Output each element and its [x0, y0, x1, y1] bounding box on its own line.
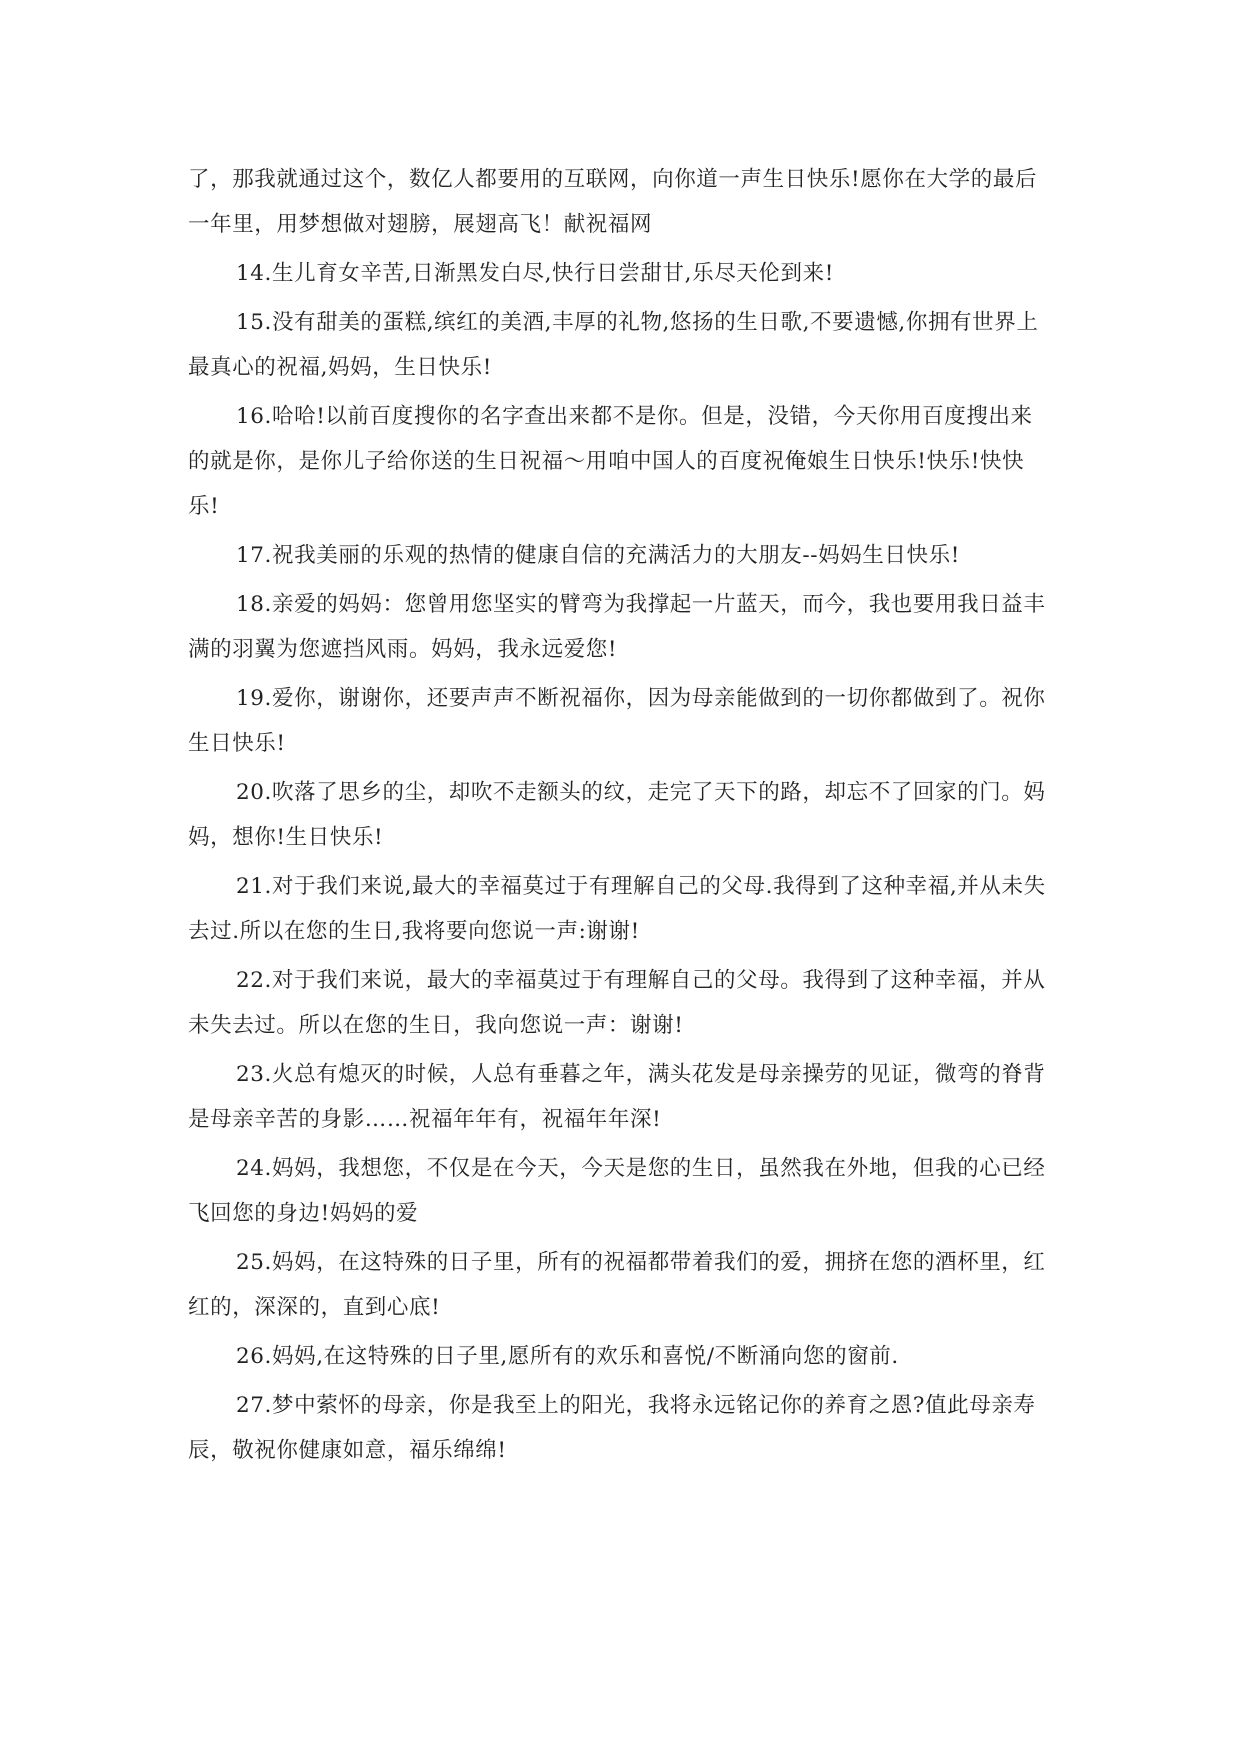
paragraph-26: 26.妈妈,在这特殊的日子里,愿所有的欢乐和喜悦/不断涌向您的窗前.: [236, 1344, 899, 1369]
paragraph-17: 17.祝我美丽的乐观的热情的健康自信的充满活力的大朋友--妈妈生日快乐!: [236, 543, 960, 568]
paragraph-25: 25.妈妈，在这特殊的日子里，所有的祝福都带着我们的爱，拥挤在您的酒杯里，红红的，深深的，直到心底!: [188, 1250, 1046, 1320]
paragraph-15: 15.没有甜美的蛋糕,缤红的美酒,丰厚的礼物,悠扬的生日歌,不要遗憾,你拥有世界上最真心的祝福,妈妈，生日快乐!: [188, 310, 1039, 380]
paragraph-19: 19.爱你，谢谢你，还要声声不断祝福你，因为母亲能做到的一切你都做到了。祝你生日快乐!: [188, 686, 1046, 756]
paragraph-20: 20.吹落了思乡的尘，却吹不走额头的纹，走完了天下的路，却忘不了回家的门。妈妈，想你!生日快乐!: [188, 780, 1046, 850]
paragraph-18: 18.亲爱的妈妈：您曾用您坚实的臂弯为我撑起一片蓝天，而今，我也要用我日益丰满的羽翼为您遮挡风雨。妈妈，我永远爱您!: [188, 592, 1046, 662]
paragraph-27: 27.梦中萦怀的母亲，你是我至上的阳光，我将永远铭记你的养育之恩?值此母亲寿辰，敬祝你健康如意，福乐绵绵!: [188, 1393, 1036, 1463]
paragraph-24: 24.妈妈，我想您，不仅是在今天，今天是您的生日，虽然我在外地，但我的心已经飞回您的身边!妈妈的爱: [188, 1156, 1046, 1226]
paragraph-23: 23.火总有熄灭的时候，人总有垂暮之年，满头花发是母亲操劳的见证，微弯的脊背是母亲辛苦的身影……祝福年年有，祝福年年深!: [188, 1062, 1046, 1132]
paragraph-14: 14.生儿育女辛苦,日渐黑发白尽,快行日尝甜甘,乐尽天伦到来!: [236, 261, 834, 286]
paragraph-22: 22.对于我们来说，最大的幸福莫过于有理解自己的父母。我得到了这种幸福，并从未失去过。所以在您的生日，我向您说一声：谢谢!: [188, 968, 1046, 1038]
paragraph-continuation: 了，那我就通过这个，数亿人都要用的互联网，向你道一声生日快乐!愿你在大学的最后一年里，用梦想做对翅膀，展翅高飞！献祝福网: [188, 167, 1038, 237]
paragraph-21: 21.对于我们来说,最大的幸福莫过于有理解自己的父母.我得到了这种幸福,并从未失去过.所以在您的生日,我将要向您说一声:谢谢!: [188, 874, 1046, 944]
document-body: [188, 157, 1054, 1473]
paragraph-16: 16.哈哈!以前百度搜你的名字查出来都不是你。但是，没错，今天你用百度搜出来的就是你，是你儿子给你送的生日祝福～用咱中国人的百度祝俺娘生日快乐!快乐!快快乐!: [188, 404, 1033, 519]
